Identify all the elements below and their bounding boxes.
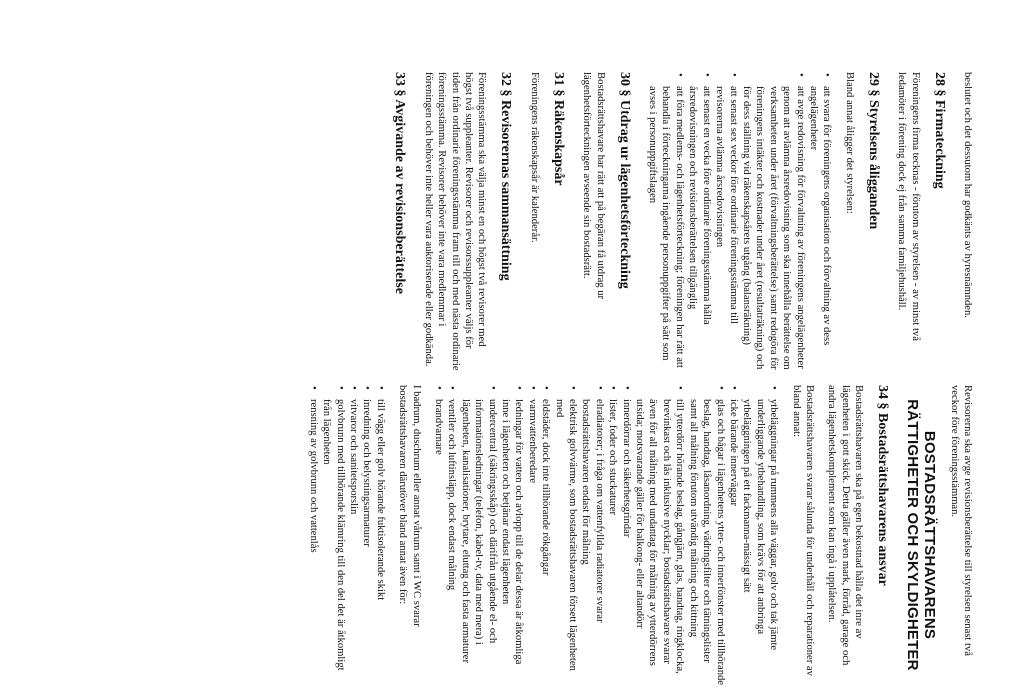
list-item: • glas och bågar i lägenhetens ytter- och innerfönster med tillhörande beslag, handtag, låsanordning, vädringsfilter och tätningslister samt all målning förutom utvändig målning och kittning — [686, 399, 726, 685]
list-item: • varmvattenberedare — [525, 399, 538, 685]
list-item: • inredning och belysningsarmaturer — [360, 399, 373, 685]
paragraph-29-intro: Bland annat åligger det styrelsen: — [843, 72, 855, 214]
list-item: • eldstäder, dock inte tillhörande rökgångar — [539, 399, 552, 685]
list-item: • att avge redovisning för förvaltning av föreningens angelägenheter genom att avlämna årsredovisning som ska innehålla berättelse om verksamheten under året (förvaltningsberättelse) samt redogöra för föreningens intäkter och kostnader under året (resultaträkning) och för dess ställning vid räkenskapsårets utgång (balansräkning) — [740, 86, 807, 372]
paragraph-34-1: Bostadsrättshavaren ska på egen bekostnad hålla det inre av lägenheten i gott skick. Detta gäller även mark, förråd, garage och andra lägenhetskomplement som kan ingå i upplåtelsen. — [826, 385, 865, 666]
paragraph-34-2: Bostadsrättshavaren svarar sålunda för underhåll och reparationer av bland annat: — [790, 385, 815, 676]
list-item: • till ytterdörr hörande beslag, gångjärn, glas, handtag, ringklocka, brevinkast och lås inklusive nycklar; bostadsrättshavare svarar även för all målning med undantag för målning av ytterdörrens utsida; motsvarande gäller för balkong- eller altandörr — [633, 399, 687, 685]
list-item: • att svara för föreningens organisation och förvaltning av dess angelägenheter — [807, 86, 834, 372]
list-item: • att senast sex veckor före ordinarie föreningsstämma till revisorerna avlämna årsredovisningen — [713, 86, 740, 372]
paragraph-31: Föreningens räkenskapsår är kalenderår. — [528, 72, 540, 243]
paragraph-32: Föreningsstämma ska välja minst en och högst två revisorer med högst två suppleanter. Revisorer och revisorssuppleanter väljs för tiden från ordinarie föreningsstämma fram till och med nästa ordinarie föreningsstämma. Revisorer behöver inte vara medlemmar i föreningen och behöver inte heller vara auktoriserade eller godkända. — [422, 72, 488, 371]
paragraph-intro-right: Revisorerna ska avge revisionsberättelse till styrelsen senast två veckor före föreningsstämman. — [948, 385, 973, 656]
section-heading-29: 29 § Styrelsens åligganden — [865, 72, 881, 230]
list-item: • rensning av golvbrunn och vattenlås — [306, 399, 319, 685]
list-item: • elektrisk golvvärme, som bostadsrättshavaren försett lägenheten med — [552, 399, 579, 685]
list-item: • elradiatorer; i fråga om vattenfyllda radiatorer svarar bostadsrättshavaren endast för målning — [579, 399, 606, 685]
list-item: • undercentral (säkringsskåp) och därifrån utgående el- och informationsledningar (telefon, kabel-tv, data med mera) i lägenheten, kanalisationer, brytare, eluttag och fasta armaturer — [458, 399, 498, 685]
list-29 — [646, 72, 834, 372]
list-item: • att föra medlems- och lägenhetsförteckning; föreningen har rätt att behandla i förteckningarna ingående personuppgifter på sätt som avses i personuppgiftslagen — [646, 86, 686, 372]
list-item: • ytbeläggningar på rummens alla väggar, golv och tak jämte underliggande ytbehandling, som krävs för att anbringa ytbeläggningen på ett fackmanna-mässigt sätt — [740, 399, 780, 685]
section-heading-32: 32 § Revisorernas sammansättning — [498, 72, 514, 281]
list-item: • vitvaror och sanitetsporslin — [347, 399, 360, 685]
paragraph-intro-left: beslutet och det dessutom har godkänts av hyresnämnden. — [962, 72, 973, 318]
list-item: • icke bärande innerväggar — [727, 399, 740, 685]
list-item: • lister, foder och stuckaturer — [606, 399, 619, 685]
list-item: • ledningar för vatten och avlopp till de delar dessa är åtkomliga inne i lägenheten och betjänar endast lägenheten — [499, 399, 526, 685]
right-column — [297, 385, 974, 685]
chapter-banner-line2: RÄTTIGHETER OCH SKYLDIGHETER — [904, 399, 922, 671]
section-heading-31: 31 § Räkenskapsår — [550, 72, 566, 186]
list-34-wet-rooms — [306, 385, 386, 685]
chapter-banner-line1: BOSTADSRÄTTSHAVARENS — [921, 430, 939, 640]
list-item: • ventiler och luftinsläpp, dock endast målning — [445, 399, 458, 685]
chapter-banner — [904, 385, 938, 685]
section-heading-28: 28 § Firmateckning — [931, 72, 947, 189]
list-item: • brandvarnare — [432, 399, 445, 685]
paragraph-30: Bostadsrättshavare har rätt att på begäran få utdrag ur lägenhetsförteckningen avseende sin bostadsrätt. — [581, 72, 606, 300]
paragraph-28: Föreningens firma tecknas - förutom av styrelsen - av minst två ledamöter i förening dock ej från samma familjehushåll. — [896, 72, 921, 341]
list-34 — [432, 385, 781, 685]
paragraph-34-3: I badrum, duschrum eller annat våtrum samt i WC svarar bostadsrättshavaren därutöver bland annat även för: — [397, 385, 422, 627]
list-item: • innerdörrar och säkerhetsgrindar — [619, 399, 632, 685]
list-item: • till vägg eller golv hörande fuktisolerande skikt — [373, 399, 386, 685]
section-heading-30: 30 § Utdrag ur lägenhetsförteckning — [616, 72, 632, 289]
list-item: • att senast en vecka före ordinarie föreningsstämma hålla årsredovisningen och revisionsberättelsen tillgänglig — [686, 86, 713, 372]
section-heading-34: 34 § Bostadsrättshavarens ansvar — [875, 385, 891, 586]
list-item: • golvbrunn med tillhörande klämring till den del det är åtkomligt från lägenheten — [320, 399, 347, 685]
left-column — [382, 72, 974, 372]
section-heading-33: 33 § Avgivande av revisionsberättelse — [392, 72, 408, 294]
